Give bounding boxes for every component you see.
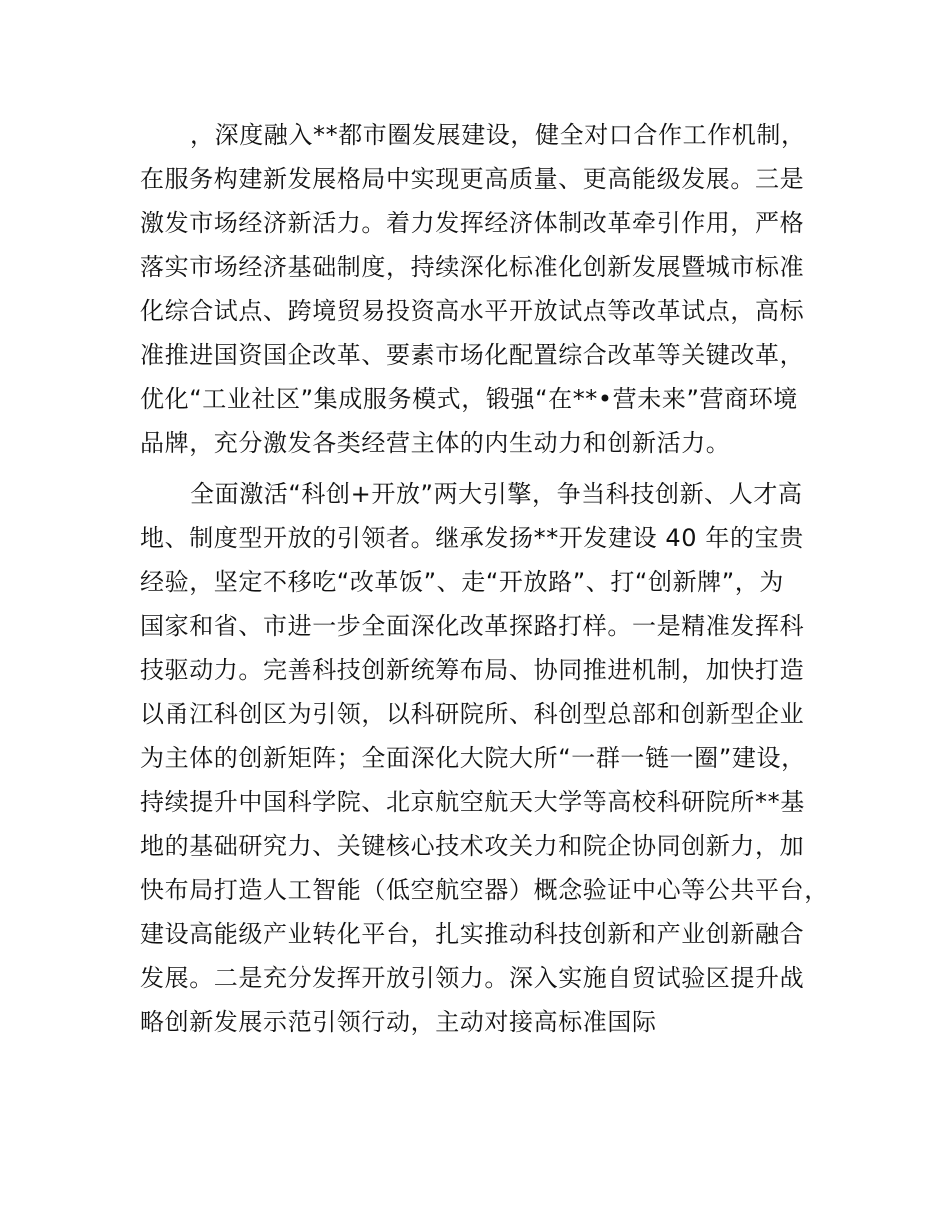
text-line: 为主体的创新矩阵；全面深化大院大所“一群一链一圈”建设， [140, 744, 806, 772]
text-line: 技驱动力。完善科技创新统筹布局、协同推进机制，加快打造 [140, 656, 805, 684]
text-line: 以甬江科创区为引领，以科研院所、科创型总部和创新型企业 [140, 700, 805, 728]
text-line: 发展。二是充分发挥开放引领力。深入实施自贸试验区提升战 [140, 964, 805, 992]
text-line: 持续提升中国科学院、北京航空航天大学等高校科研院所**基 [140, 788, 805, 816]
text-line: 略创新发展示范引领行动，主动对接高标准国际 [140, 1008, 657, 1036]
text-line: 品牌，充分激发各类经营主体的内生动力和创新活力。 [140, 429, 731, 457]
text-line: 落实市场经济基础制度，持续深化标准化创新发展暨城市标准 [140, 253, 805, 281]
text-line: ，深度融入**都市圈发展建设，健全对口合作工作机制， [190, 121, 806, 149]
text-line: 准推进国资国企改革、要素市场化配置综合改革等关键改革， [140, 341, 805, 369]
text-line: 优化“工业社区”集成服务模式，锻强“在**•营未来”营商环境 [140, 385, 798, 413]
text-line: 在服务构建新发展格局中实现更高质量、更高能级发展。三是 [140, 165, 805, 193]
text-line: 国家和省、市进一步全面深化改革探路打样。一是精准发挥科 [140, 612, 805, 640]
text-line: 经验，坚定不移吃“改革饭”、走“开放路”、打“创新牌”，为 [140, 568, 784, 596]
text-line: 地的基础研究力、关键核心技术攻关力和院企协同创新力，加 [140, 832, 805, 860]
text-line: 地、制度型开放的引领者。继承发扬**开发建设 40 年的宝贵 [140, 524, 804, 552]
text-line: 化综合试点、跨境贸易投资高水平开放试点等改革试点，高标 [140, 297, 805, 325]
text-line: 全面激活“科创+开放”两大引擎，争当科技创新、人才高 [190, 480, 803, 508]
text-line: 建设高能级产业转化平台，扎实推动科技创新和产业创新融合 [140, 920, 805, 948]
text-line: 快布局打造人工智能（低空航空器）概念验证中心等公共平台， [140, 876, 829, 904]
text-line: 激发市场经济新活力。着力发挥经济体制改革牵引作用，严格 [140, 209, 805, 237]
